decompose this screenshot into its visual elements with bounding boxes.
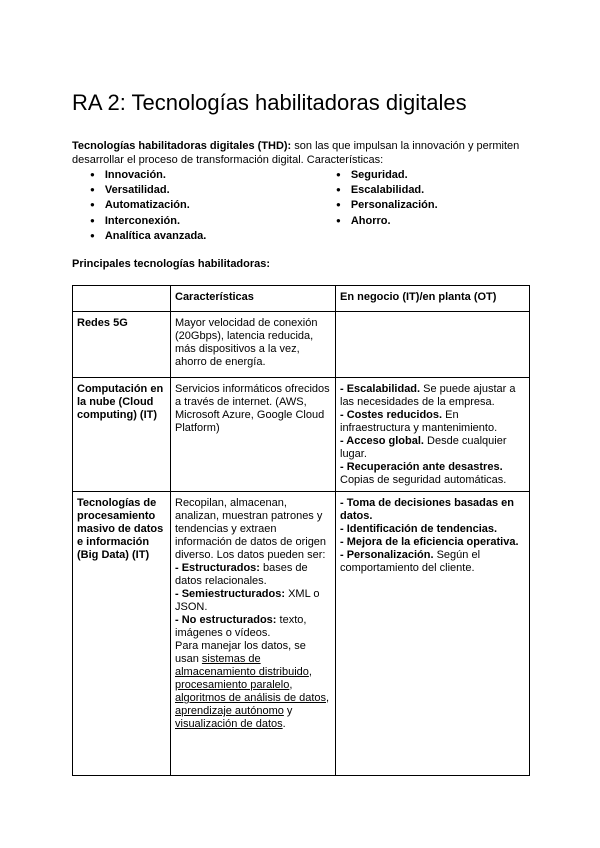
benefit-label: - Costes reducidos. <box>340 409 443 421</box>
header-cell: Características <box>171 286 336 312</box>
section-subheading: Principales tecnologías habilitadoras: <box>72 258 271 270</box>
technologies-table <box>72 285 530 776</box>
row-business <box>336 492 530 776</box>
list-item: ● Interconexión. <box>90 214 206 229</box>
handle-intro: Para manejar los datos, se usan <box>175 640 306 665</box>
benefit-label: - Escalabilidad. <box>340 383 421 395</box>
table-row <box>73 312 530 378</box>
row-name: Computación en la nube (Cloud computing) (IT) <box>73 378 171 492</box>
table-header-row <box>73 286 530 312</box>
list-item: ● Versatilidad. <box>90 183 206 198</box>
benefit-text: En infraestructura y mantenimiento. <box>340 409 498 434</box>
features-column-right <box>336 168 438 229</box>
data-type-text: bases de datos relacionales. <box>175 562 308 587</box>
link-machine-learning[interactable]: aprendizaje autónomo <box>175 705 284 717</box>
benefit-label: - Toma de decisiones basadas en datos. <box>340 497 515 522</box>
list-item: ● Innovación. <box>90 168 206 183</box>
list-item: ● Seguridad. <box>336 168 438 183</box>
header-cell <box>73 286 171 312</box>
benefit-label: - Personalización. <box>340 549 434 561</box>
table-row <box>73 492 530 776</box>
intro-term: Tecnologías habilitadoras digitales (THD): <box>72 140 292 152</box>
data-type-label: - No estructurados: <box>175 614 277 626</box>
benefit-text: Se puede ajustar a las necesidades de la empresa. <box>340 383 516 408</box>
header-cell: En negocio (IT)/en planta (OT) <box>336 286 530 312</box>
row-business <box>336 378 530 492</box>
intro-paragraph <box>72 139 530 167</box>
list-item: ● Ahorro. <box>336 214 438 229</box>
row-characteristics: Recopilan, almacenan, analizan, muestran patrones y tendencias y extraen información de datos de origen diverso. Los datos pueden ser: - Estructurados: bases de datos relacionales. - Semiestructurados: XML o JSON. - No estructurados: texto, imágenes o vídeos. Para manejar los datos, se usan sistemas de almacenamiento distribuido, procesamiento paralelo, algoritmos de análisis de datos, aprendizaje autónomo y visualización de datos. <box>171 492 336 776</box>
link-distributed-storage[interactable]: sistemas de almacenamiento distribuido <box>175 653 309 678</box>
data-type-label: - Semiestructurados: <box>175 588 286 600</box>
benefit-label: - Identificación de tendencias. <box>340 523 498 535</box>
table-row <box>73 378 530 492</box>
row-characteristics: Mayor velocidad de conexión (20Gbps), latencia reducida, más dispositivos a la vez, ahorro de energía. <box>171 312 336 378</box>
list-item: ● Personalización. <box>336 198 438 213</box>
row-characteristics: Servicios informáticos ofrecidos a través de internet. (AWS, Microsoft Azure, Google Cloud Platform) <box>171 378 336 492</box>
benefit-text: Copias de seguridad automáticas. <box>340 474 507 486</box>
benefit-label: - Acceso global. <box>340 435 424 447</box>
data-type-label: - Estructurados: <box>175 562 260 574</box>
list-item: ● Automatización. <box>90 198 206 213</box>
benefit-label: - Recuperación ante desastres. <box>340 461 503 473</box>
features-column-left <box>90 168 206 244</box>
row-business <box>336 312 530 378</box>
intro-text: son las que impulsan la innovación y permiten desarrollar el proceso de transformación digital. Características: <box>72 140 520 166</box>
page-title: RA 2: Tecnologías habilitadoras digitales <box>72 90 467 115</box>
row-name: Tecnologías de procesamiento masivo de datos e información (Big Data) (IT) <box>73 492 171 776</box>
link-parallel-processing[interactable]: procesamiento paralelo <box>175 679 290 691</box>
benefit-label: - Mejora de la eficiencia operativa. <box>340 536 519 548</box>
list-item: ● Analítica avanzada. <box>90 229 206 244</box>
row-name: Redes 5G <box>73 312 171 378</box>
benefit-text: Desde cualquier lugar. <box>340 435 507 460</box>
data-type-text: texto, imágenes o vídeos. <box>175 614 307 639</box>
data-type-text: XML o JSON. <box>175 588 320 613</box>
benefit-text: Según el comportamiento del cliente. <box>340 549 481 574</box>
link-analysis-algorithms[interactable]: algoritmos de análisis de datos <box>175 692 327 704</box>
characteristics-intro: Recopilan, almacenan, analizan, muestran patrones y tendencias y extraen información de datos de origen diverso. Los datos pueden ser: <box>175 497 327 561</box>
link-data-visualization[interactable]: visualización de datos <box>175 718 283 730</box>
list-item: ● Escalabilidad. <box>336 183 438 198</box>
